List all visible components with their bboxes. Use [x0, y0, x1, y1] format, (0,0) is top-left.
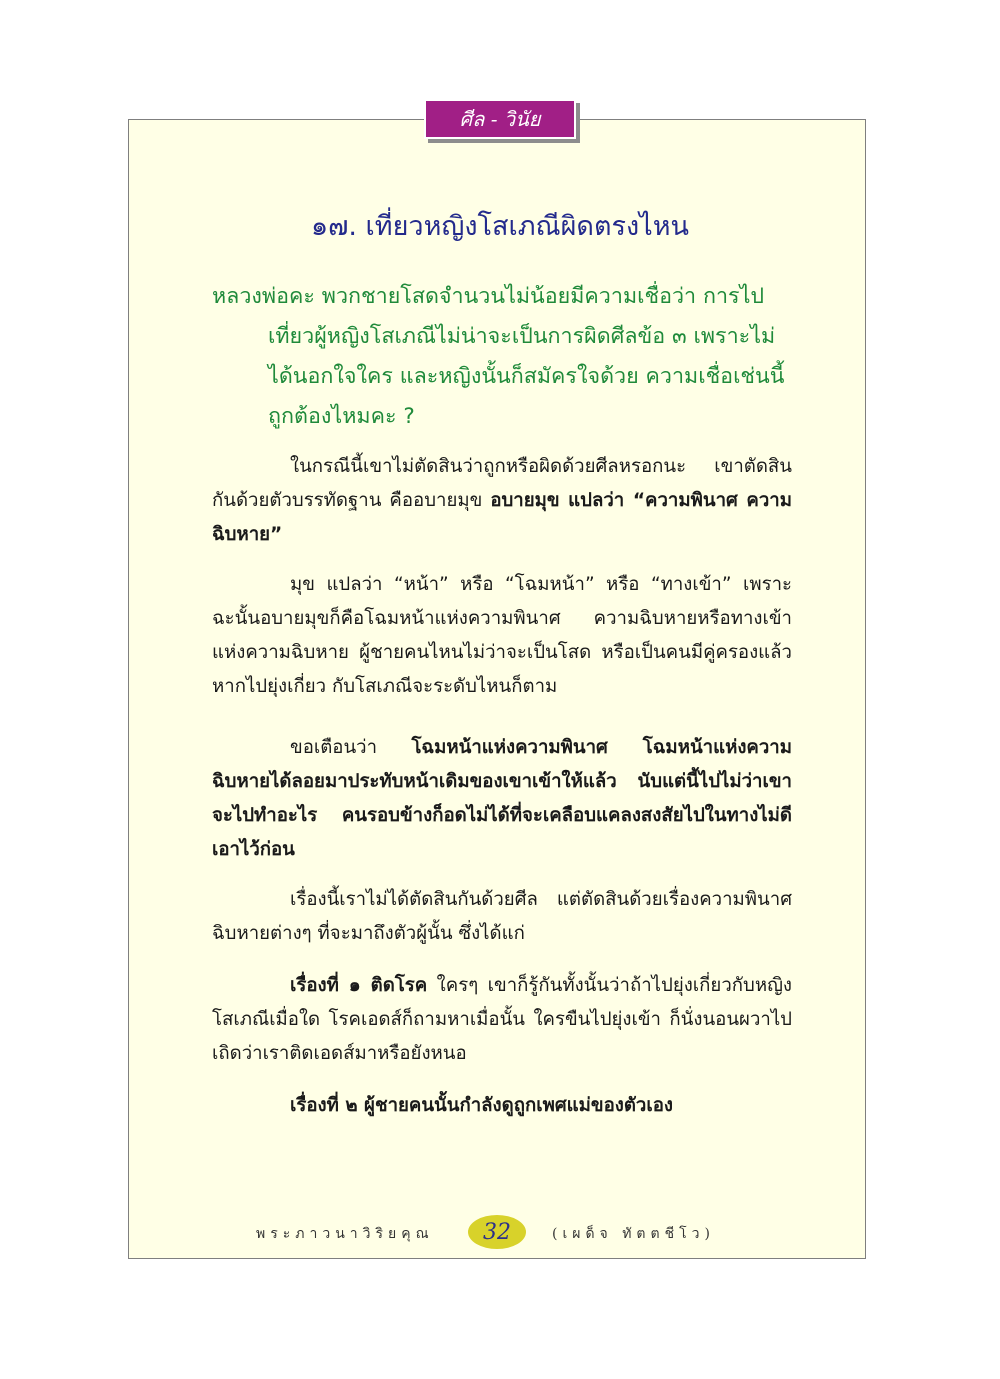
page-number: 32 — [483, 1219, 511, 1245]
paragraph-2: มุข แปลว่า “หน้า” หรือ “โฉมหน้า” หรือ “ทางเข้า” เพราะฉะนั้นอบายมุขก็คือโฉมหน้าแห่งความพินาศ ความฉิบหายหรือทางเข้าแห่งความฉิบหาย ผู้ชายคนไหนไม่ว่าจะเป็นโสด หรือเป็นคนมีคู่ครองแล้ว หากไปยุ่งเกี่ยว กับโสเภณีจะระดับไหนก็ตาม — [212, 574, 792, 697]
article-title: ๑๗. เที่ยวหญิงโสเภณีผิดตรงไหน — [310, 211, 690, 242]
paragraph-5-text: ใครๆ เขาก็รู้กันทั้งนั้นว่าถ้าไปยุ่งเกี่ยวกับหญิงโสเภณีเมื่อใด โรคเอดส์ก็ถามหาเมื่อนั้น ใครขืนไปยุ่งเข้า ก็นั่งนอนผวาไปเถิดว่าเราติดเอดส์มาหรือยังหนอ — [212, 975, 792, 1064]
footer-author: พระภาวนาวิริยคุณ — [256, 1226, 434, 1242]
footer-name: (เผด็จ ทัตตชีโว) — [552, 1226, 715, 1242]
paragraph-3-text: ขอเตือนว่า — [290, 737, 412, 758]
paragraph-6-bold: เรื่องที่ ๒ ผู้ชายคนนั้นกำลังดูถูกเพศแม่ของตัวเอง — [290, 1095, 673, 1116]
paragraph-3-bold: โฉมหน้าแห่งความพินาศ โฉมหน้าแห่งความฉิบหายได้ลอยมาประทับหน้าเดิมของเขาเข้าให้แล้ว นับแต่นี้ไปไม่ว่าเขาจะไปทำอะไร คนรอบข้างก็อดไม่ได้ที่จะเคลือบแคลงสงสัยไปในทางไม่ดีเอาไว้ก่อน — [212, 737, 792, 860]
page-number-badge — [468, 1215, 526, 1249]
paragraph-6 — [212, 1089, 792, 1123]
question-text: หลวงพ่อคะ พวกชายโสดจำนวนไม่น้อยมีความเชื่อว่า การไปเที่ยวผู้หญิงโสเภณีไม่น่าจะเป็นการผิดศีลข้อ ๓ เพราะไม่ได้นอกใจใคร และหญิงนั้นก็สมัครใจด้วย ความเชื่อเช่นนี้ถูกต้องไหมคะ ? — [212, 284, 785, 429]
section-tab-label: ศีล - วินัย — [459, 107, 541, 131]
paragraph-5 — [212, 969, 792, 1071]
paragraph-4: เรื่องนี้เราไม่ได้ตัดสินกันด้วยศีล แต่ตัดสินด้วยเรื่องความพินาศฉิบหายต่างๆ ที่จะมาถึงตัวผู้นั้น ซึ่งได้แก่ — [212, 889, 792, 944]
paragraph-1 — [212, 450, 792, 552]
paragraph-5-bold: เรื่องที่ ๑ ติดโรค — [290, 975, 428, 996]
page-footer — [128, 1215, 866, 1251]
paragraph-1-bold: อบายมุข แปลว่า “ความพินาศ ความฉิบหาย” — [212, 490, 792, 545]
paragraph-1-text: ในกรณีนี้เขาไม่ตัดสินว่าถูกหรือผิดด้วยศีลหรอกนะ เขาตัดสินกันด้วยตัวบรรทัดฐาน คืออบายมุข — [212, 456, 792, 511]
paragraph-3 — [212, 731, 792, 867]
section-tab — [424, 99, 576, 139]
